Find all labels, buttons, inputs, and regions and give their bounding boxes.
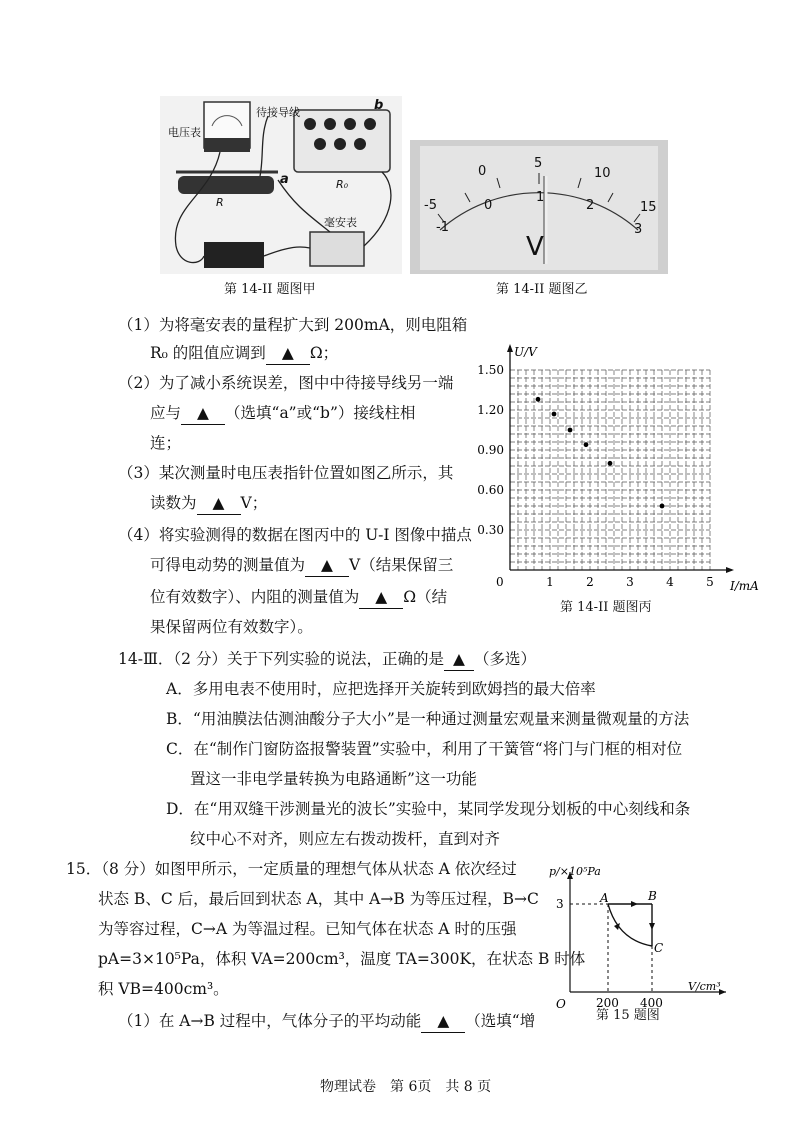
pv-origin: O — [556, 997, 566, 1010]
q15-line5: 积 VB=400cm³。 — [98, 980, 229, 998]
dial-upper-5: 5 — [534, 156, 543, 171]
q14-3-stem-b: （多选） — [473, 650, 536, 668]
y-axis-arrow — [507, 344, 513, 352]
q15-line4: pA=3×10⁵Pa，体积 VA=200cm³，温度 TA=300K，在状态 B 时体 — [98, 950, 586, 968]
label-b: b — [374, 98, 384, 113]
q14-2-p3-line1: （3）某次测量时电压表指针位置如图乙所示，其 — [118, 464, 454, 482]
q14-2-p4-line2 — [150, 554, 453, 577]
pv-x-tick-200: 200 — [596, 996, 619, 1010]
dial-lower-2: 2 — [586, 198, 595, 213]
label-R: R — [216, 196, 224, 209]
dial-lower-0: 0 — [484, 198, 493, 213]
x-tick-label: 5 — [706, 575, 714, 589]
q14-3-stem-a: 14-Ⅲ．（2 分）关于下列实验的说法，正确的是 — [118, 650, 444, 668]
dial-unit-V: V — [526, 232, 544, 262]
y-axis-label: U/V — [514, 345, 537, 359]
dial-upper-0: 0 — [478, 164, 487, 179]
data-point — [584, 442, 589, 447]
dial-lower-3: 3 — [634, 222, 643, 237]
q15-line1: 15．（8 分）如图甲所示，一定质量的理想气体从状态 A 依次经过 — [66, 860, 517, 878]
q14-2-p2-line1: （2）为了减小系统误差，图中中待接导线另一端 — [118, 374, 454, 392]
data-point — [536, 397, 541, 402]
q15-line3: 为等容过程，C→A 为等温过程。已知气体在状态 A 时的压强 — [98, 920, 517, 938]
q15-line6b: （选填“增 — [465, 1012, 536, 1030]
data-point — [552, 412, 557, 417]
answer-blank-reading: ▲ — [197, 492, 241, 515]
label-a: a — [280, 172, 289, 187]
y-tick-label: 1.50 — [477, 363, 504, 377]
q14-2-p4-line1: （4）将实验测得的数据在图丙中的 U-I 图像中描点 — [118, 526, 472, 544]
y-tick-label: 1.20 — [477, 403, 504, 417]
page-footer: 物理试卷 第 6页 共 8 页 — [320, 1079, 492, 1095]
y-tick-label: 0.90 — [477, 443, 504, 457]
data-point — [608, 461, 613, 466]
caption-fig-jia: 第 14-II 题图甲 — [224, 282, 316, 297]
label-voltmeter: 电压表 — [168, 126, 201, 139]
q14-3-option-b: B．“用油膜法估测油酸分子大小”是一种通过测量宏观量来测量微观量的方法 — [166, 710, 690, 728]
x-tick-label: 1 — [546, 575, 554, 589]
label-milliammeter: 毫安表 — [324, 216, 357, 229]
answer-blank-q15-1: ▲ — [421, 1010, 465, 1033]
q14-2-p2-line2b: （选填“a”或“b”）接线柱相 — [225, 404, 416, 422]
pv-path-ca — [608, 904, 652, 946]
pv-x-tick-400: 400 — [640, 996, 663, 1010]
x-tick-label: 3 — [626, 575, 634, 589]
q14-3-option-c1: C．在“制作门窗防盗报警装置”实验中，利用了干簧管“将门与门框的相对位 — [166, 740, 683, 758]
caption-fig-15: 第 15 题图 — [596, 1008, 660, 1023]
x-axis-label: I/mA — [730, 579, 759, 593]
q14-2-p4-line2b: V（结果保留三 — [349, 556, 454, 574]
figure-yi-dial — [410, 140, 668, 274]
y-tick-label: 0.30 — [477, 523, 504, 537]
pv-point-A: A — [600, 891, 609, 905]
q14-3-option-c2: 置这一非电学量转换为电路通断”这一功能 — [190, 770, 477, 788]
q14-3-stem — [118, 648, 536, 671]
x-tick-label: 2 — [586, 575, 594, 589]
pv-y-label: p/×10⁵Pa — [549, 865, 601, 878]
q15-line6a: （1）在 A→B 过程中，气体分子的平均动能 — [118, 1012, 422, 1030]
dial-lower-neg1: -1 — [436, 220, 449, 235]
pv-x-label: V/cm³ — [688, 980, 721, 993]
q14-2-p4-line4: 果保留两位有效数字）。 — [150, 618, 313, 636]
answer-blank-internal-r: ▲ — [359, 586, 403, 609]
dial-lower-1: 1 — [536, 190, 545, 205]
q14-3-option-a: A．多用电表不使用时，应把选择开关旋转到欧姆挡的最大倍率 — [166, 680, 596, 698]
q14-2-p2-line2a: 应与 — [150, 404, 182, 422]
x-tick-label: 4 — [666, 575, 674, 589]
q14-2-p2-line2 — [150, 402, 415, 425]
y-tick-label: 0.60 — [477, 483, 504, 497]
caption-fig-yi: 第 14-II 题图乙 — [496, 282, 588, 297]
origin-label: 0 — [496, 575, 504, 589]
q15-line2: 状态 B、C 后，最后回到状态 A，其中 A→B 为等压过程，B→C — [98, 890, 539, 908]
label-R0: R₀ — [336, 178, 349, 191]
dial-upper-10: 10 — [594, 166, 611, 181]
answer-blank-emf: ▲ — [305, 554, 349, 577]
ui-chart — [470, 334, 770, 624]
q14-2-p1-line2b: Ω； — [309, 344, 339, 362]
q15-line6 — [118, 1010, 535, 1033]
label-wire: 待接导线 — [256, 106, 300, 119]
figure-jia-photo — [160, 96, 402, 274]
q14-2-p4-line3 — [150, 586, 447, 609]
q14-2-p1-line2 — [150, 342, 338, 365]
q14-3-option-d1: D．在“用双缝干涉测量光的波长”实验中，某同学发现分划板的中心刻线和条 — [166, 800, 691, 818]
q14-2-p3-line2a: 读数为 — [150, 494, 197, 512]
q14-3-option-d2: 纹中心不对齐，则应左右拨动拨杆，直到对齐 — [190, 830, 501, 848]
pv-diagram — [548, 860, 748, 1010]
pv-point-C: C — [654, 941, 664, 955]
data-point — [568, 428, 573, 433]
pv-y-tick-3: 3 — [556, 897, 564, 911]
caption-fig-bing: 第 14-II 题图丙 — [560, 600, 652, 615]
data-point — [660, 504, 665, 509]
answer-blank-r0: ▲ — [266, 342, 310, 365]
pv-point-B: B — [648, 889, 657, 903]
q14-2-p4-line3a: 位有效数字）、内阻的测量值为 — [150, 588, 360, 606]
x-axis-arrow — [726, 567, 734, 573]
q14-2-p1-line2a: R₀ 的阻值应调到 — [150, 344, 266, 362]
q14-2-p4-line2a: 可得电动势的测量值为 — [150, 556, 306, 574]
answer-blank-q14-3: ▲ — [444, 648, 474, 671]
q14-2-p1-line1: （1）为将毫安表的量程扩大到 200mA，则电阻箱 — [118, 316, 468, 334]
answer-blank-terminal: ▲ — [181, 402, 225, 425]
dial-upper-15: 15 — [640, 200, 657, 215]
q14-2-p3-line2 — [150, 492, 267, 515]
dial-tick-neg5: -5 — [424, 198, 437, 213]
q14-2-p2-line3: 连； — [150, 434, 182, 452]
q14-2-p3-line2b: V； — [240, 494, 268, 512]
q14-2-p4-line3b: Ω（结 — [403, 588, 448, 606]
